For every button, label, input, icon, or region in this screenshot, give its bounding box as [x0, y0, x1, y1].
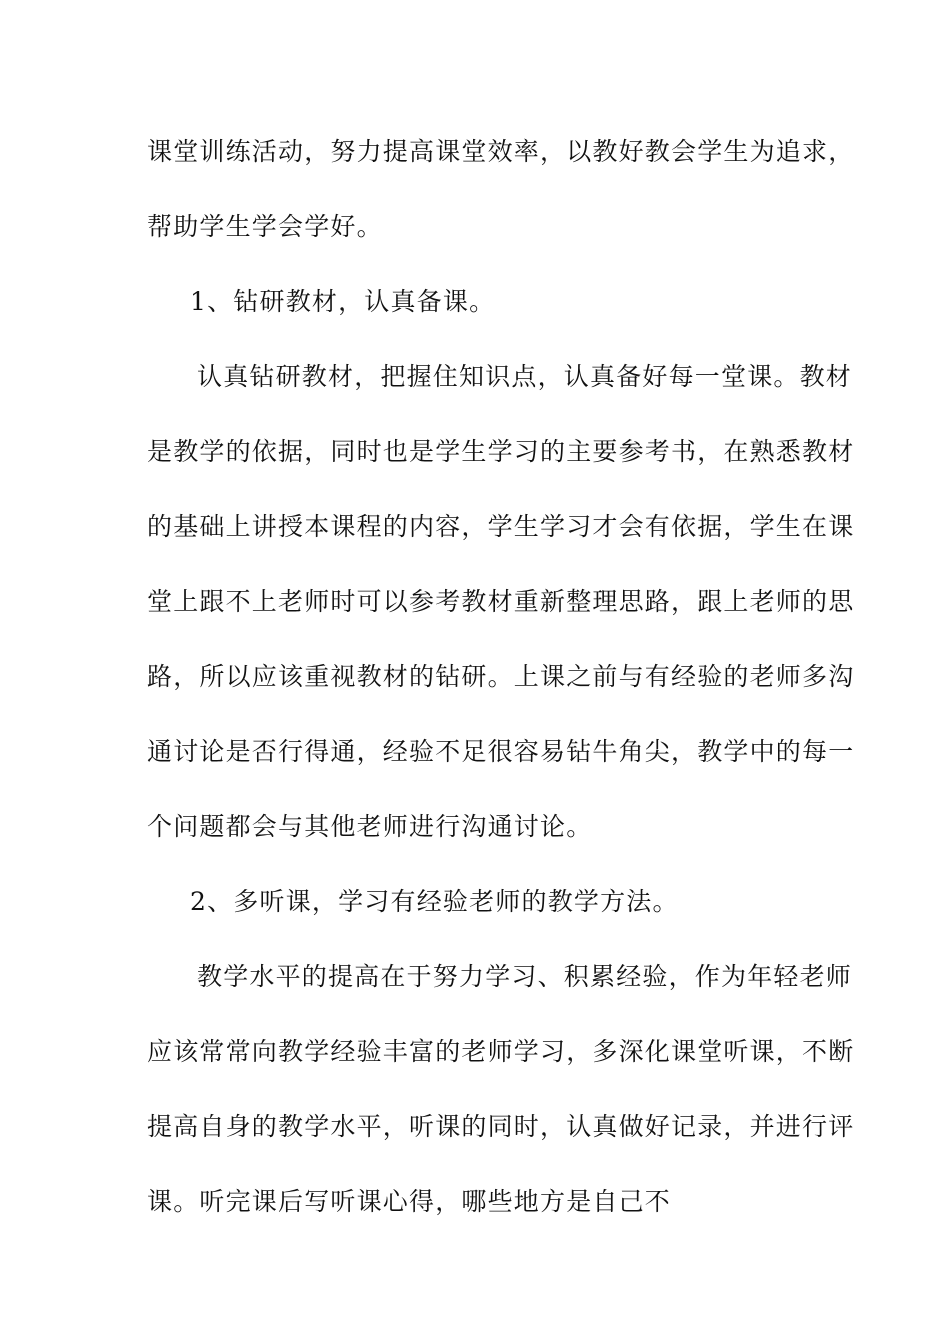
section-heading: 2、多听课，学习有经验老师的教学方法。 [190, 887, 679, 916]
text-line: 是教学的依据，同时也是学生学习的主要参考书，在熟悉教材 [147, 437, 855, 466]
text-line: 个问题都会与其他老师进行沟通讨论。 [147, 812, 593, 841]
text-line: 提高自身的教学水平，听课的同时，认真做好记录，并进行评 [147, 1112, 855, 1141]
text-line: 课。听完课后写听课心得，哪些地方是自己不 [147, 1187, 672, 1216]
text-line: 通讨论是否行得通，经验不足很容易钻牛角尖，教学中的每一 [147, 737, 855, 766]
text-line: 帮助学生学会学好。 [147, 212, 383, 241]
section-heading: 1、钻研教材，认真备课。 [190, 287, 496, 316]
text-line: 认真钻研教材，把握住知识点，认真备好每一堂课。教材 [197, 362, 853, 391]
text-line: 应该常常向教学经验丰富的老师学习，多深化课堂听课，不断 [147, 1037, 855, 1066]
text-line: 路，所以应该重视教材的钻研。上课之前与有经验的老师多沟 [147, 662, 855, 691]
text-line: 堂上跟不上老师时可以参考教材重新整理思路，跟上老师的思 [147, 587, 855, 616]
text-line: 的基础上讲授本课程的内容，学生学习才会有依据，学生在课 [147, 512, 855, 541]
text-line: 课堂训练活动，努力提高课堂效率，以教好教会学生为追求， [147, 137, 855, 166]
text-line: 教学水平的提高在于努力学习、积累经验，作为年轻老师 [197, 962, 853, 991]
